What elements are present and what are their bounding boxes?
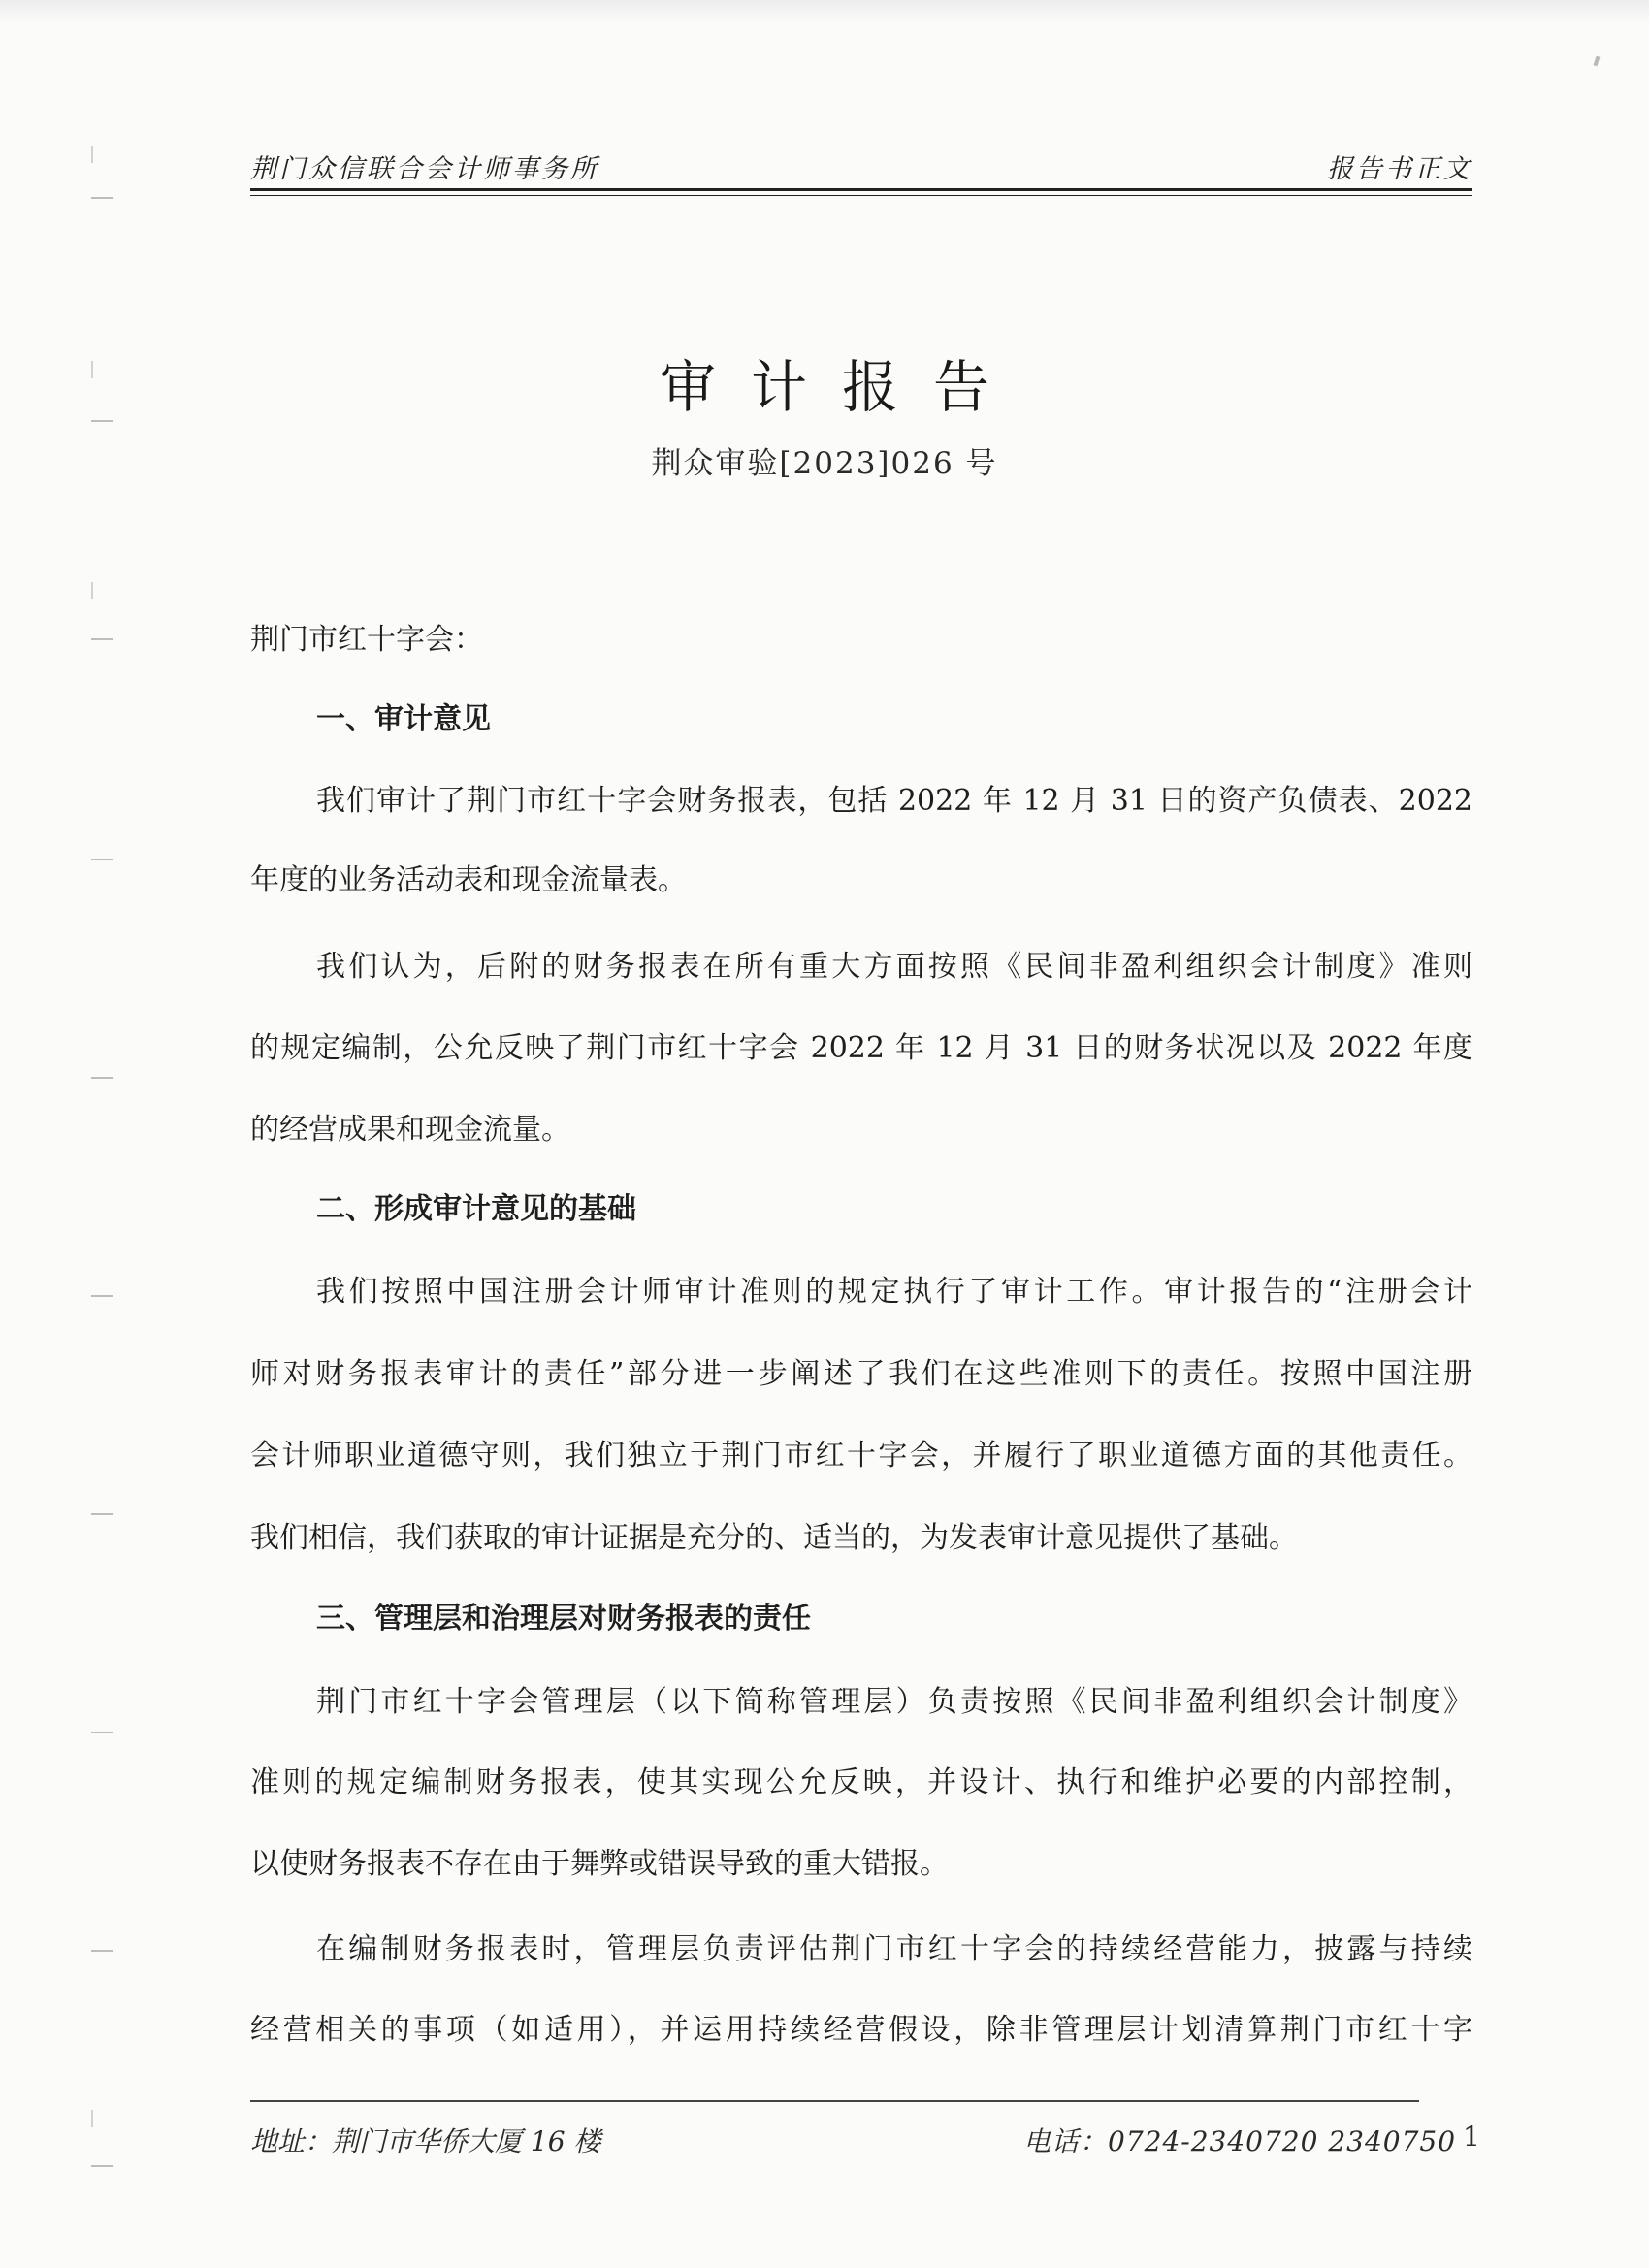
section-heading-basis-for-opinion: 二、形成审计意见的基础 [316, 1192, 636, 1226]
paragraph-line: 我们按照中国注册会计师审计准则的规定执行了审计工作。审计报告的“注册会计 [316, 1275, 1472, 1309]
binding-tick [91, 146, 93, 163]
page-header [250, 147, 1472, 196]
binding-tick [91, 582, 93, 599]
addressee: 荆门市红十字会： [250, 623, 483, 657]
header-rule-thick [250, 188, 1472, 191]
section-heading-audit-opinion: 一、审计意见 [316, 702, 491, 736]
paragraph-line: 会计师职业道德守则，我们独立于荆门市红十字会，并履行了职业道德方面的其他责任。 [250, 1439, 1472, 1473]
header-firm-name: 荆门众信联合会计师事务所 [250, 154, 599, 184]
paragraph-line: 荆门市红十字会管理层（以下简称管理层）负责按照《民间非盈利组织会计制度》 [316, 1685, 1472, 1719]
scan-edge [0, 0, 1649, 23]
paragraph-line: 年度的业务活动表和现金流量表。 [250, 863, 687, 897]
paragraph-line: 师对财务报表审计的责任”部分进一步阐述了我们在这些准则下的责任。按照中国注册 [250, 1357, 1472, 1391]
paragraph-line: 经营相关的事项（如适用），并运用持续经营假设，除非管理层计划清算荆门市红十字 [250, 2013, 1472, 2047]
binding-mark [91, 638, 113, 640]
page-title: 审计报告 [659, 354, 1024, 420]
binding-mark [91, 197, 113, 199]
paragraph-line: 准则的规定编制财务报表，使其实现公允反映，并设计、执行和维护必要的内部控制， [250, 1766, 1472, 1799]
paragraph-line: 我们审计了荆门市红十字会财务报表，包括 2022 年 12 月 31 日的资产负债表、2022 [316, 784, 1472, 818]
section-heading-management-responsibilities: 三、管理层和治理层对财务报表的责任 [316, 1602, 811, 1636]
paragraph-line: 的规定编制，公允反映了荆门市红十字会 2022 年 12 月 31 日的财务状况以及 2022 年度 [250, 1031, 1472, 1065]
header-section-label: 报告书正文 [1327, 154, 1472, 184]
binding-tick [91, 2110, 93, 2127]
binding-mark [91, 2165, 113, 2167]
binding-mark [91, 1950, 113, 1952]
footer-phone: 电话：0724-2340720 2340750 [1023, 2125, 1457, 2157]
paragraph-line: 在编制财务报表时，管理层负责评估荆门市红十字会的持续经营能力，披露与持续 [316, 1932, 1472, 1966]
page-number: 1 [1463, 2121, 1480, 2153]
footer-rule [250, 2100, 1419, 2102]
paragraph-line: 的经营成果和现金流量。 [250, 1113, 570, 1147]
report-number: 荆众审验[2023]026 号 [651, 446, 998, 481]
binding-hole-marks [91, 0, 116, 2268]
binding-mark [91, 1732, 113, 1733]
paragraph-line: 我们认为，后附的财务报表在所有重大方面按照《民间非盈利组织会计制度》准则 [316, 950, 1472, 984]
footer-address: 地址：荆门市华侨大厦 16 楼 [250, 2125, 601, 2157]
header-rule-thin [250, 195, 1472, 196]
binding-mark [91, 1295, 113, 1297]
binding-mark [91, 859, 113, 860]
binding-mark [91, 1513, 113, 1515]
paragraph-line: 我们相信，我们获取的审计证据是充分的、适当的，为发表审计意见提供了基础。 [250, 1521, 1298, 1555]
binding-mark [91, 1077, 113, 1079]
paragraph-line: 以使财务报表不存在由于舞弊或错误导致的重大错报。 [250, 1847, 949, 1881]
scan-speck [1594, 56, 1600, 67]
